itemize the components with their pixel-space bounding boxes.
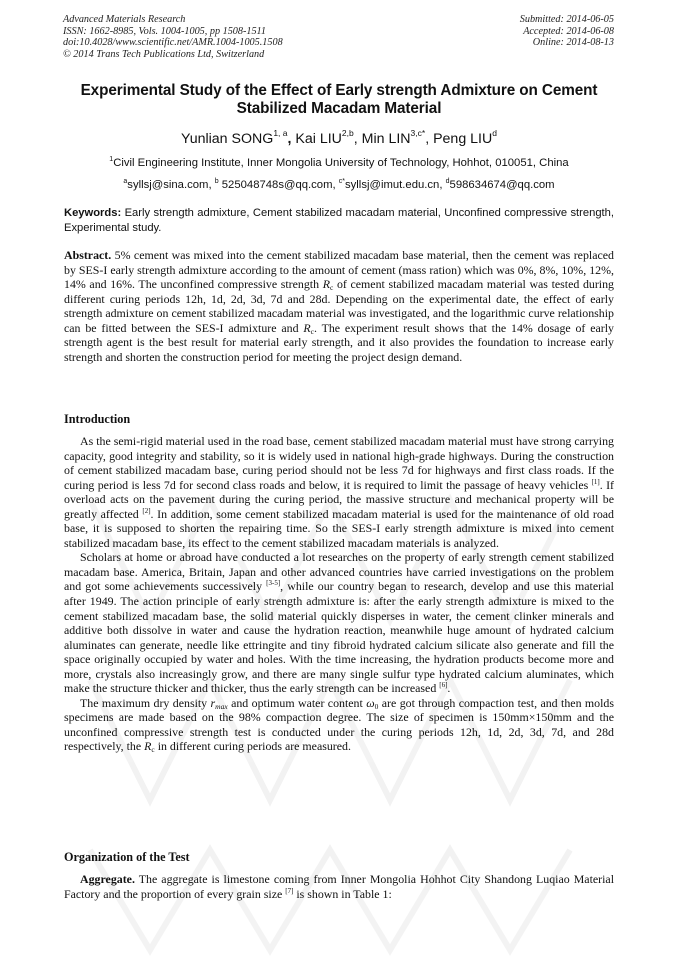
section-heading-organization: Organization of the Test bbox=[64, 850, 190, 864]
rmax-symbol: r bbox=[210, 695, 216, 710]
copyright-line: © 2014 Trans Tech Publications Ltd, Switzerland bbox=[63, 48, 265, 60]
email-address: 525048748s@qq.com, bbox=[218, 179, 339, 191]
section-heading-introduction: Introduction bbox=[64, 412, 131, 426]
paper-title bbox=[50, 82, 628, 118]
email-sup: c* bbox=[338, 178, 345, 185]
paragraph bbox=[64, 872, 614, 901]
paragraph-text: , while our country began to research, develop and use this material after 1949. The action principle of early strength admixture is: after the early strength admixture is mixed to the cement stabilized macadam base, the solid material quickly disperses in water, the cement clinker minerals and additive both dissolve in water and cause the hydration reaction, meanwhile huge amount of hydrated calcium aluminates can generate, needle like ettringite and tiny fibroid hydrated calcium silicate also generate and fill the space originally occupied by water and holes. With the time increasing, the hydration products become more and more, crystals also increasingly grow, and there are many single sulfur type hydrated calcium aluminates, which make the structure thicker and thicker, thus the early strength can be increased bbox=[64, 579, 614, 696]
abstract bbox=[64, 248, 614, 364]
paragraph bbox=[64, 696, 614, 754]
author-sup: d bbox=[492, 128, 497, 138]
organization-body bbox=[64, 872, 614, 901]
rc-subscript: c bbox=[329, 283, 334, 293]
abstract-text: of cement stabilized macadam material was tested during different curing periods 12h, 1d, 2d, 3d, 7d and 28d. Depending on the experimental date, the effect of early strength admixture on cement stabilized macadam material was investigated, and the logarithmic curve relationship can be fitted between the SES-I admixture and bbox=[64, 277, 614, 335]
keywords-label: Keywords: bbox=[64, 207, 122, 219]
aggregate-label: Aggregate. bbox=[80, 872, 135, 886]
journal-name: Advanced Materials Research bbox=[63, 14, 186, 25]
affiliation-sup: 1 bbox=[109, 156, 114, 163]
abstract-text: . The experiment result shows that the 14% dosage of early strength agent is the best result for material early strength, and it also provides the foundation to increase early strength and shorten the construction period for meeting the project design demand. bbox=[64, 320, 614, 364]
abstract-label: Abstract. bbox=[64, 248, 112, 262]
citation: [1] bbox=[591, 477, 600, 486]
issn-line: ISSN: 1662-8985, Vols. 1004-1005, pp 1508-1511 bbox=[63, 25, 266, 37]
rc-symbol: R bbox=[303, 320, 311, 335]
paragraph-text: is shown in Table 1: bbox=[293, 886, 392, 901]
paragraph-text: and optimum water content bbox=[227, 695, 367, 710]
paragraph-text: The maximum dry density bbox=[80, 695, 211, 710]
author-name: Peng LIU bbox=[433, 131, 493, 147]
keywords-text: Early strength admixture, Cement stabilized macadam material, Unconfined compressive strength, Experimental study. bbox=[64, 207, 614, 234]
affiliation bbox=[40, 156, 638, 170]
author-separator: , bbox=[287, 131, 296, 147]
omega-symbol: ω bbox=[366, 695, 375, 710]
submitted-date: Submitted: 2014-06-05 bbox=[519, 14, 614, 25]
citation: [7] bbox=[285, 886, 294, 895]
paragraph bbox=[64, 550, 614, 695]
author-sup: 2,b bbox=[341, 128, 354, 138]
citation: [6] bbox=[439, 681, 448, 690]
author-sup: 3,c* bbox=[410, 128, 426, 138]
email-sup: d bbox=[445, 178, 450, 185]
title-line-2: Stabilized Macadam Material bbox=[236, 100, 442, 117]
keywords bbox=[64, 206, 614, 235]
author-sup: 1, a bbox=[273, 128, 288, 138]
rc-symbol: R bbox=[144, 739, 152, 754]
paragraph bbox=[64, 434, 614, 550]
accepted-date: Accepted: 2014-06-08 bbox=[523, 25, 614, 37]
paragraph-text: in different curing periods are measured. bbox=[154, 739, 351, 754]
author-name: Kai LIU bbox=[295, 131, 342, 147]
author-name: Min LIN bbox=[361, 131, 411, 147]
paragraph-text: Scholars at home or abroad have conducted a lot researches on the property of early strength cement stabilized macadam base. America, Britain, Japan and other advanced countries have carried investigations on the problem and got some achievements successively bbox=[64, 550, 614, 594]
email-address: syllsj@imut.edu.cn, bbox=[345, 179, 446, 191]
author-name: Yunlian SONG bbox=[181, 131, 274, 147]
paragraph-text: . If overload acts on the pavement during the curing period, the massive structure and mechanical property will be greatly affected bbox=[64, 477, 614, 521]
omega-subscript: 0 bbox=[374, 701, 379, 711]
paragraph-text: . In addition, some cement stabilized macadam material is used for the maintenance of old road base, it is supposed to shorten the repairing time. So the SES-I early strength admixture is mixed into cement stabilized macadam base, its effect to the cement stabilized macadam materials is analyzed. bbox=[64, 506, 614, 550]
paragraph-text: . bbox=[447, 681, 451, 696]
online-date: Online: 2014-08-13 bbox=[532, 37, 614, 49]
email-sup: a bbox=[123, 178, 128, 185]
email-list bbox=[40, 178, 638, 192]
email-address: syllsj@sina.com, bbox=[127, 179, 215, 191]
affiliation-text: Civil Engineering Institute, Inner Mongolia University of Technology, Hohhot, 010051, China bbox=[113, 157, 569, 169]
paragraph-text: The aggregate is limestone coming from Inner Mongolia Hohhot City Shandong Luqiao Material Factory and the proportion of every grain size bbox=[64, 872, 614, 901]
journal-info bbox=[63, 14, 283, 60]
author-separator: , bbox=[353, 131, 362, 147]
rc-symbol: R bbox=[322, 277, 330, 292]
title-line-1: Experimental Study of the Effect of Early strength Admixture on Cement bbox=[80, 82, 598, 99]
publication-dates bbox=[520, 14, 614, 49]
citation: [2] bbox=[142, 506, 151, 515]
paragraph-text: As the semi-rigid material used in the road base, cement stabilized macadam material must have strong carrying capacity, good integrity and stability, so it is widely used in national high-grade highways. During the construction of cement stabilized macadam base, curing period should not be less 7d for highways and first class roads. If the curing period is less 7d for second class roads and below, it is required to limit the passage of heavy vehicles bbox=[64, 434, 614, 492]
paragraph-text: are got through compaction test, and then molds specimens are made based on the 98% compaction degree. The size of specimen is 150mm×150mm and the unconfined compressive strength test is conducted under the curing periods 12h, 1d, 2d, 3d, 7d, and 28d respectively, the bbox=[64, 695, 614, 754]
rc-subscript: c bbox=[151, 745, 155, 755]
rmax-subscript: max bbox=[215, 701, 228, 711]
abstract-text: 5% cement was mixed into the cement stabilized macadam base material, then the cement was replaced by SES-I early strength admixture according to the amount of cement (mass ration) which was 0%, 8%, 10%, 12%, 14% and 16%. The unconfined compressive strength bbox=[64, 248, 614, 292]
email-address: 598634674@qq.com bbox=[449, 179, 555, 191]
author-separator: , bbox=[425, 131, 434, 147]
doi-line: doi:10.4028/www.scientific.net/AMR.1004-1005.1508 bbox=[63, 37, 283, 49]
introduction-body bbox=[64, 434, 614, 754]
citation: [3-5] bbox=[266, 579, 281, 588]
email-sup: b bbox=[214, 178, 219, 185]
rc-subscript: c bbox=[310, 326, 314, 336]
author-list bbox=[40, 130, 638, 148]
